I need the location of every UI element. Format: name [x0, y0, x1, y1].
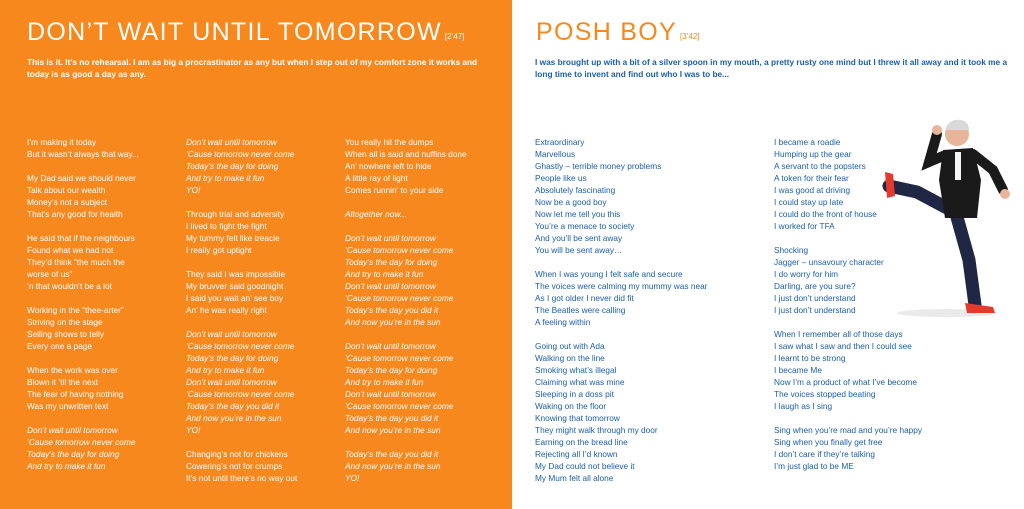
- lyric-line: Money’s not a subject: [27, 197, 108, 207]
- lyric-line: Today’s the day for doing: [186, 353, 279, 363]
- lyric-line: ’Cause tomorrow never come: [345, 401, 454, 411]
- lyric-line: Don’t wait until tomorrow: [345, 341, 436, 351]
- lyric-line: When I remember all of those days: [774, 329, 903, 339]
- intro-left: This is it. It’s no rehearsal. I am as big a procrastinator as any but when I step out of my comfort zone it works and today is as good a day as any.: [27, 57, 478, 79]
- lyric-line: My Dad could not believe it: [535, 461, 635, 471]
- lyric-line: Found what we had not: [27, 245, 114, 255]
- lyric-line: My tummy felt like treacle: [186, 233, 280, 243]
- stanza-break: [27, 352, 139, 364]
- song-title-left: [27, 18, 465, 47]
- lyric-line: Altogether now...: [345, 209, 407, 219]
- title-text: DON’T WAIT UNTIL TOMORROW: [27, 18, 442, 46]
- lyric-line: They’d think “the much the: [27, 257, 125, 267]
- lyric-line: Cowering’s not for crumps: [186, 461, 283, 471]
- lyric-line: They might walk through my door: [535, 425, 658, 435]
- stanza-break: [535, 328, 707, 340]
- lyric-line: He said that if the neighbours: [27, 233, 135, 243]
- stanza-break: [186, 256, 297, 268]
- lyric-line: ’Cause tomorrow never come: [27, 437, 136, 447]
- lyric-line: I’m making it today: [27, 137, 97, 147]
- lyric-line: Smoking what’s illegal: [535, 365, 617, 375]
- lyric-line: ’Cause tomorrow never come: [186, 341, 295, 351]
- lyric-line: And try to make it fun: [345, 377, 424, 387]
- lyrics-column: [27, 136, 139, 472]
- lyric-line: YO!: [186, 425, 201, 435]
- lyric-line: When all is said and nuffins done: [345, 149, 467, 159]
- lyric-line: Today’s the day for doing: [345, 257, 438, 267]
- lyric-line: Ghastly – terrible money problems: [535, 161, 662, 171]
- lyric-line: And you’ll be sent away: [535, 233, 623, 243]
- lyric-line: And now you’re in the sun: [345, 425, 441, 435]
- lyric-line: I don’t care if they’re talking: [774, 449, 875, 459]
- lyric-line: Marvellous: [535, 149, 576, 159]
- lyric-line: Don’t wait until tomorrow: [345, 233, 436, 243]
- lyric-line: But it wasn’t always that way...: [27, 149, 139, 159]
- right-page: [512, 0, 1024, 509]
- lyric-line: ’Cause tomorrow never come: [345, 245, 454, 255]
- lyric-line: And now you’re in the sun: [186, 413, 282, 423]
- lyric-line: My Dad said we should never: [27, 173, 136, 183]
- lyric-line: A feeling within: [535, 317, 591, 327]
- lyric-line: Working in the “thee-arter”: [27, 305, 124, 315]
- duration: [3’42]: [680, 32, 700, 41]
- lyric-line: Extraordinary: [535, 137, 585, 147]
- lyric-line: And try to make it fun: [186, 365, 265, 375]
- lyric-line: Don’t wait until tomorrow: [345, 389, 436, 399]
- lyric-line: Claiming what was mine: [535, 377, 625, 387]
- lyric-line: The fear of having nothing: [27, 389, 124, 399]
- lyric-line: ’n that wouldn’t be a lot: [27, 281, 112, 291]
- lyric-line: An’ he was really right: [186, 305, 267, 315]
- lyric-line: I could do the front of house: [774, 209, 877, 219]
- lyric-line: I became a roadie: [774, 137, 841, 147]
- lyric-line: Today’s the day you did it: [345, 413, 439, 423]
- stanza-break: [345, 220, 467, 232]
- lyric-line: Walking on the line: [535, 353, 605, 363]
- lyric-line: Sing when you’re mad and you’re happy: [774, 425, 923, 435]
- lyrics-column: [535, 136, 707, 484]
- lyric-line: You really hit the dumps: [345, 137, 434, 147]
- stanza-break: [345, 436, 467, 448]
- lyric-line: And now you’re in the sun: [345, 461, 441, 471]
- stanza-break: [27, 292, 139, 304]
- lyric-line: A token for their fear: [774, 173, 849, 183]
- lyric-line: Don’t wait until tomorrow: [27, 425, 118, 435]
- lyric-line: Going out with Ada: [535, 341, 605, 351]
- lyric-line: Was my unwritten text: [27, 401, 109, 411]
- lyric-line: My Mum felt all alone: [535, 473, 614, 483]
- stanza-break: [27, 160, 139, 172]
- lyric-line: I lived to fight the fight: [186, 221, 267, 231]
- lyric-line: I really got uptight: [186, 245, 252, 255]
- lyric-line: Striving on the stage: [27, 317, 103, 327]
- lyric-line: Today’s the day you did it: [345, 305, 439, 315]
- stanza-break: [186, 196, 297, 208]
- lyric-line: Selling shows to telly: [27, 329, 105, 339]
- stanza-break: [186, 316, 297, 328]
- lyric-line: Don’t wait until tomorrow: [186, 329, 277, 339]
- lyric-line: You will be sent away…: [535, 245, 623, 255]
- lyric-line: Sing when you finally get free: [774, 437, 883, 447]
- lyric-line: They said I was impossible: [186, 269, 286, 279]
- title-text: POSH BOY: [536, 18, 677, 46]
- lyric-line: It’s not until there’s no way out: [186, 473, 298, 483]
- lyric-line: Today’s the day for doing: [186, 161, 279, 171]
- lyric-line: Blown it ’til the next: [27, 377, 99, 387]
- lyric-line: Today’s the day you did it: [186, 401, 280, 411]
- lyric-line: Sleeping in a doss pit: [535, 389, 614, 399]
- duration: [2’47]: [444, 32, 465, 41]
- lyric-line: And try to make it fun: [345, 269, 424, 279]
- lyric-line: I said you wait an’ see boy: [186, 293, 284, 303]
- lyric-line: Talk about our wealth: [27, 185, 106, 195]
- lyric-line: Humping up the gear: [774, 149, 852, 159]
- lyric-line: That’s any good for health: [27, 209, 123, 219]
- lyric-line: Comes runnin’ to your side: [345, 185, 444, 195]
- lyric-line: Changing’s not for chickens: [186, 449, 288, 459]
- intro-right: I was brought up with a bit of a silver spoon in my mouth, a pretty rusty one mind but I threw it all away and it took me a long time to invent and find out who I was to be...: [535, 57, 1008, 79]
- lyric-line: Earning on the bread line: [535, 437, 628, 447]
- lyric-line: Absolutely fascinating: [535, 185, 616, 195]
- lyric-line: Today’s the day you did it: [345, 449, 439, 459]
- lyric-line: And try to make it fun: [186, 173, 265, 183]
- lyric-line: Today’s the day for doing: [27, 449, 120, 459]
- lyric-line: Knowing that tomorrow: [535, 413, 620, 423]
- lyric-line: I laugh as I sing: [774, 401, 833, 411]
- lyric-line: Shocking: [774, 245, 809, 255]
- lyric-line: ’Cause tomorrow never come: [345, 353, 454, 363]
- stanza-break: [186, 436, 297, 448]
- lyrics-column: [186, 136, 297, 484]
- lyric-line: I was good at driving: [774, 185, 851, 195]
- kicking-man-photo: [877, 110, 1017, 320]
- lyric-line: I learnt to be strong: [774, 353, 846, 363]
- stanza-break: [345, 328, 467, 340]
- lyric-line: YO!: [345, 473, 360, 483]
- lyric-line: A little ray of light: [345, 173, 408, 183]
- lyric-line: Today’s the day for doing: [345, 365, 438, 375]
- stanza-break: [535, 256, 707, 268]
- lyric-line: ’Cause tomorrow never come: [186, 149, 295, 159]
- lyric-line: Rejecting all I’d known: [535, 449, 618, 459]
- lyric-line: As I got older I never did fit: [535, 293, 634, 303]
- lyric-line: ’Cause tomorrow never come: [345, 293, 454, 303]
- lyric-line: The voices were calming my mummy was near: [535, 281, 708, 291]
- lyric-line: I just don’t understand: [774, 305, 856, 315]
- lyric-line: Waking on the floor: [535, 401, 607, 411]
- lyric-line: And try to make it fun: [27, 461, 106, 471]
- lyric-line: You’re a menace to society: [535, 221, 635, 231]
- lyric-line: I saw what I saw and then I could see: [774, 341, 912, 351]
- lyric-line: And now you’re in the sun: [345, 317, 441, 327]
- lyric-line: I’m just glad to be ME: [774, 461, 854, 471]
- lyric-line: An’ nowhere left to hide: [345, 161, 432, 171]
- lyric-line: ’Cause tomorrow never come: [186, 389, 295, 399]
- lyric-line: Every one a page: [27, 341, 93, 351]
- lyric-line: I worked for TFA: [774, 221, 835, 231]
- lyric-line: The Beatles were calling: [535, 305, 626, 315]
- lyric-line: Don’t wait until tomorrow: [186, 377, 277, 387]
- lyric-line: People like us: [535, 173, 587, 183]
- lyric-line: I just don’t understand: [774, 293, 856, 303]
- stanza-break: [27, 220, 139, 232]
- lyric-line: When I was young I felt safe and secure: [535, 269, 683, 279]
- lyric-line: Now let me tell you this: [535, 209, 621, 219]
- lyric-line: Darling, are you sure?: [774, 281, 856, 291]
- lyric-line: YO!: [186, 185, 201, 195]
- lyric-line: Through trial and adversity: [186, 209, 285, 219]
- lyric-line: The voices stopped beating: [774, 389, 876, 399]
- lyric-line: Don’t wait until tomorrow: [186, 137, 277, 147]
- lyric-line: worse of us”: [27, 269, 73, 279]
- stanza-break: [27, 412, 139, 424]
- lyric-line: I became Me: [774, 365, 822, 375]
- lyric-line: Don’t wait until tomorrow: [345, 281, 436, 291]
- stanza-break: [345, 196, 467, 208]
- lyric-line: I could stay up late: [774, 197, 844, 207]
- lyric-line: Now be a good boy: [535, 197, 607, 207]
- lyrics-column: [345, 136, 467, 484]
- lyric-line: Now I’m a product of what I’ve become: [774, 377, 917, 387]
- lyric-line: When the work was over: [27, 365, 118, 375]
- lyric-line: Jagger – unsavoury character: [774, 257, 884, 267]
- song-title-right: [536, 18, 700, 47]
- lyric-line: I do worry for him: [774, 269, 839, 279]
- stanza-break: [774, 412, 922, 424]
- lyric-line: A servant to the popsters: [774, 161, 866, 171]
- lyric-line: My bruvver said goodnight: [186, 281, 284, 291]
